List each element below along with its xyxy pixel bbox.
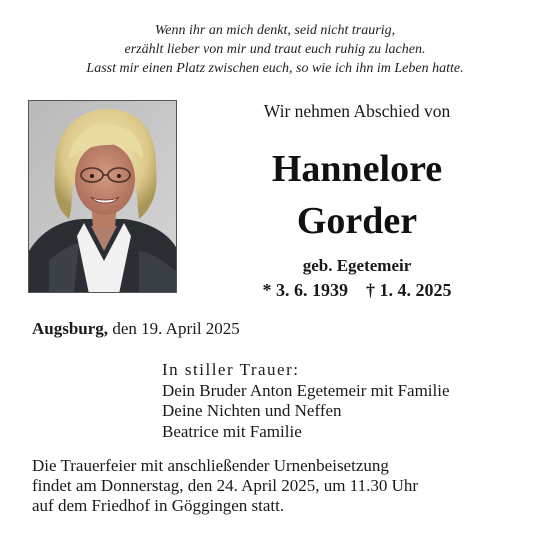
mourner-line: Beatrice mit Familie: [162, 421, 302, 441]
farewell-intro: Wir nehmen Abschied von: [263, 101, 451, 121]
birth-date: * 3. 6. 1939: [262, 280, 348, 300]
poem-line: Lasst mir einen Platz zwischen euch, so wie ich ihn im Leben hatte.: [86, 61, 464, 76]
mourner-line: Dein Bruder Anton Egetemeir mit Familie: [162, 380, 450, 400]
mourner-line: Deine Nichten und Neffen: [162, 401, 342, 420]
mourning-heading: In stiller Trauer:: [162, 360, 300, 379]
death-date: † 1. 4. 2025: [366, 280, 452, 300]
service-line: auf dem Friedhof in Göggingen statt.: [32, 496, 285, 515]
city: Augsburg,: [32, 319, 109, 338]
memorial-poem: [0, 21, 550, 78]
poem-line: Wenn ihr an mich denkt, seid nicht traurig,: [154, 23, 396, 38]
deceased-first-name: Hannelore: [271, 148, 443, 190]
notice-date: den 19. April 2025: [108, 319, 240, 338]
service-line: findet am Donnerstag, den 24. April 2025, um 11.30 Uhr: [32, 476, 419, 495]
poem-line: erzählt lieber von mir und traut euch ruhig zu lachen.: [124, 42, 426, 57]
life-dates: [192, 278, 522, 302]
portrait-photo: [28, 100, 177, 293]
mourners-block: [162, 360, 450, 442]
service-line: Die Trauerfeier mit anschließender Urnenbeisetzung: [32, 456, 389, 475]
funeral-service-info: [32, 456, 418, 516]
deceased-last-name: Gorder: [296, 200, 418, 242]
place-and-date: [32, 318, 240, 340]
birth-name: geb. Egetemeir: [302, 256, 412, 275]
